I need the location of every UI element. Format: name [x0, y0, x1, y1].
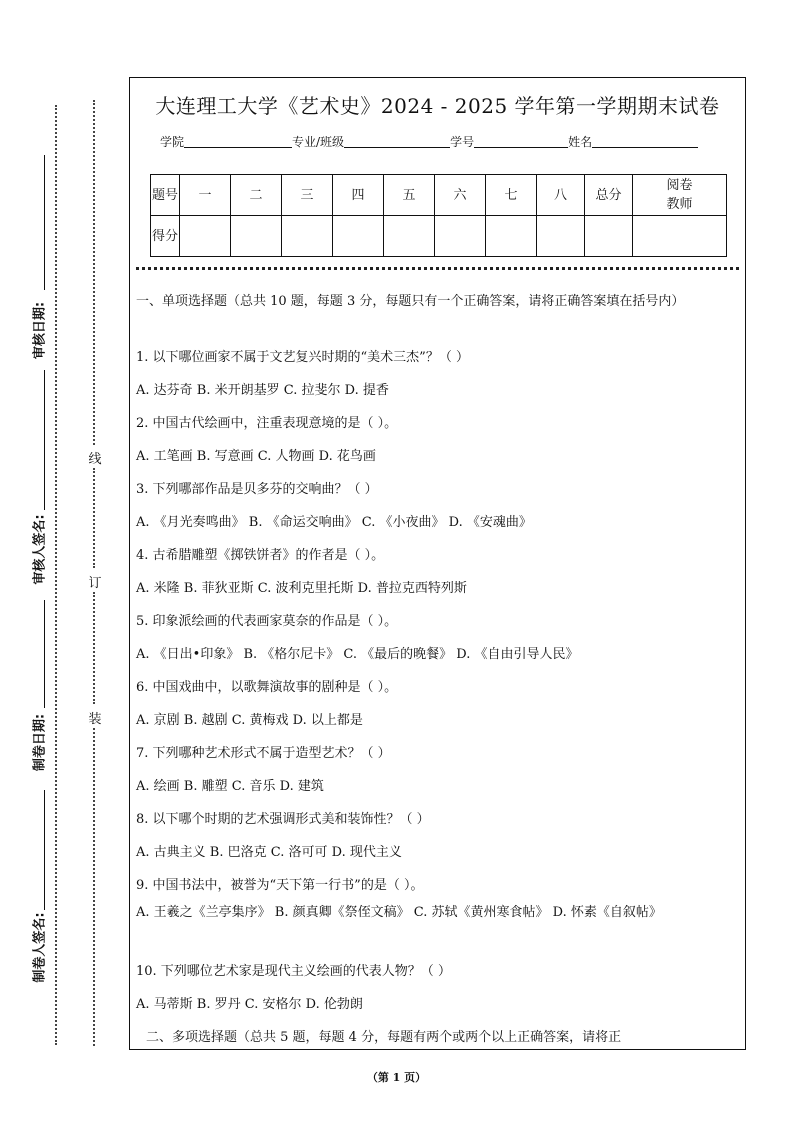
q5-text: 5. 印象派绘画的代表画家莫奈的作品是（ ）。 [136, 614, 398, 629]
score-cell-8[interactable] [537, 216, 585, 257]
score-cell-grader[interactable] [633, 216, 727, 257]
college-blank[interactable] [184, 135, 292, 148]
maker-sign-label: 制卷人签名: [32, 912, 48, 983]
q3-options: A. 《月光奏鸣曲》 B. 《命运交响曲》 C. 《小夜曲》 D. 《安魂曲》 [136, 515, 532, 530]
seal-dotted-line-outer [55, 105, 57, 1045]
score-cell-4[interactable] [333, 216, 384, 257]
binding-char-fold: 装 [88, 712, 102, 727]
student-id-label: 学号 [450, 135, 475, 149]
q9-options: A. 王羲之《兰亭集序》 B. 颜真卿《祭侄文稿》 C. 苏轼《黄州寒食帖》 D. 怀素《自叙帖》 [136, 905, 662, 920]
seal-dotted-line-inner-3 [93, 592, 95, 704]
seal-dotted-line-inner-4 [93, 728, 95, 1046]
maker-date-label: 制卷日期: [32, 713, 48, 772]
score-table [150, 174, 727, 257]
q4-text: 4. 古希腊雕塑《掷铁饼者》的作者是（ ）。 [136, 548, 385, 563]
col-grader: 阅卷教师 [633, 175, 727, 216]
college-label: 学院 [160, 135, 185, 149]
q8-options: A. 古典主义 B. 巴洛克 C. 洛可可 D. 现代主义 [136, 845, 402, 860]
reviewer-date-line [44, 155, 45, 290]
q6-text: 6. 中国戏曲中，以歌舞演故事的剧种是（ ）。 [136, 680, 398, 695]
page-number: （第 1 页） [366, 1071, 427, 1084]
q10-text: 10. 下列哪位艺术家是现代主义绘画的代表人物？（ ） [136, 964, 451, 979]
maker-date-line [44, 600, 45, 708]
q7-options: A. 绘画 B. 雕塑 C. 音乐 D. 建筑 [136, 779, 324, 794]
score-cell-6[interactable] [435, 216, 486, 257]
score-cell-1[interactable] [180, 216, 231, 257]
score-cell-3[interactable] [282, 216, 333, 257]
reviewer-date-label: 审核日期: [32, 301, 48, 360]
q9-text: 9. 中国书法中，被誉为“天下第一行书”的是（ ）。 [136, 878, 424, 893]
col-6: 六 [435, 175, 486, 216]
score-cell-total[interactable] [585, 216, 633, 257]
q8-text: 8. 以下哪个时期的艺术强调形式美和装饰性？（ ） [136, 812, 430, 827]
col-1: 一 [180, 175, 231, 216]
name-label: 姓名 [568, 135, 593, 149]
major-label: 专业/班级 [292, 135, 345, 149]
binding-char-staple: 订 [88, 576, 102, 591]
major-blank[interactable] [344, 135, 450, 148]
col-2: 二 [231, 175, 282, 216]
reviewer-sign-label: 审核人签名: [32, 514, 48, 585]
col-7: 七 [486, 175, 537, 216]
col-3: 三 [282, 175, 333, 216]
q1-text: 1. 以下哪位画家不属于文艺复兴时期的“美术三杰”？（ ） [136, 350, 469, 365]
seal-dotted-line-inner-2 [93, 468, 95, 568]
score-label: 得分 [151, 216, 180, 257]
score-cell-5[interactable] [384, 216, 435, 257]
q6-options: A. 京剧 B. 越剧 C. 黄梅戏 D. 以上都是 [136, 713, 363, 728]
q2-text: 2. 中国古代绘画中，注重表现意境的是（ ）。 [136, 416, 398, 431]
binding-char-line: 线 [88, 452, 102, 467]
col-5: 五 [384, 175, 435, 216]
dotted-separator [136, 267, 739, 270]
exam-title: 大连理工大学《艺术史》2024 - 2025 学年第一学期期末试卷 [155, 94, 720, 118]
name-blank[interactable] [592, 135, 698, 148]
score-cell-2[interactable] [231, 216, 282, 257]
section1-heading: 一、单项选择题（总共 10 题，每题 3 分，每题只有一个正确答案，请将正确答案填在括号内） [136, 294, 685, 309]
q1-options: A. 达芬奇 B. 米开朗基罗 C. 拉斐尔 D. 提香 [136, 383, 389, 398]
score-table-score-row [151, 216, 727, 257]
q5-options: A. 《日出•印象》 B. 《格尔尼卡》 C. 《最后的晚餐》 D. 《自由引导人民》 [136, 647, 579, 662]
student-id-blank[interactable] [474, 135, 568, 148]
q4-options: A. 米隆 B. 菲狄亚斯 C. 波利克里托斯 D. 普拉克西特列斯 [136, 581, 467, 596]
seal-dotted-line-inner [93, 100, 95, 445]
reviewer-sign-line [44, 370, 45, 510]
score-table-header-row [151, 175, 727, 216]
q2-options: A. 工笔画 B. 写意画 C. 人物画 D. 花鸟画 [136, 449, 376, 464]
col-4: 四 [333, 175, 384, 216]
q7-text: 7. 下列哪种艺术形式不属于造型艺术？（ ） [136, 746, 391, 761]
question-no-label: 题号 [151, 175, 180, 216]
maker-sign-line [44, 790, 45, 910]
student-info-row [160, 133, 698, 150]
col-total: 总分 [585, 175, 633, 216]
q10-options: A. 马蒂斯 B. 罗丹 C. 安格尔 D. 伦勃朗 [136, 997, 363, 1012]
section2-heading: 二、多项选择题（总共 5 题，每题 4 分，每题有两个或两个以上正确答案，请将正 [146, 1030, 622, 1045]
score-cell-7[interactable] [486, 216, 537, 257]
col-8: 八 [537, 175, 585, 216]
exam-frame [129, 77, 746, 1050]
q3-text: 3. 下列哪部作品是贝多芬的交响曲？（ ） [136, 482, 378, 497]
